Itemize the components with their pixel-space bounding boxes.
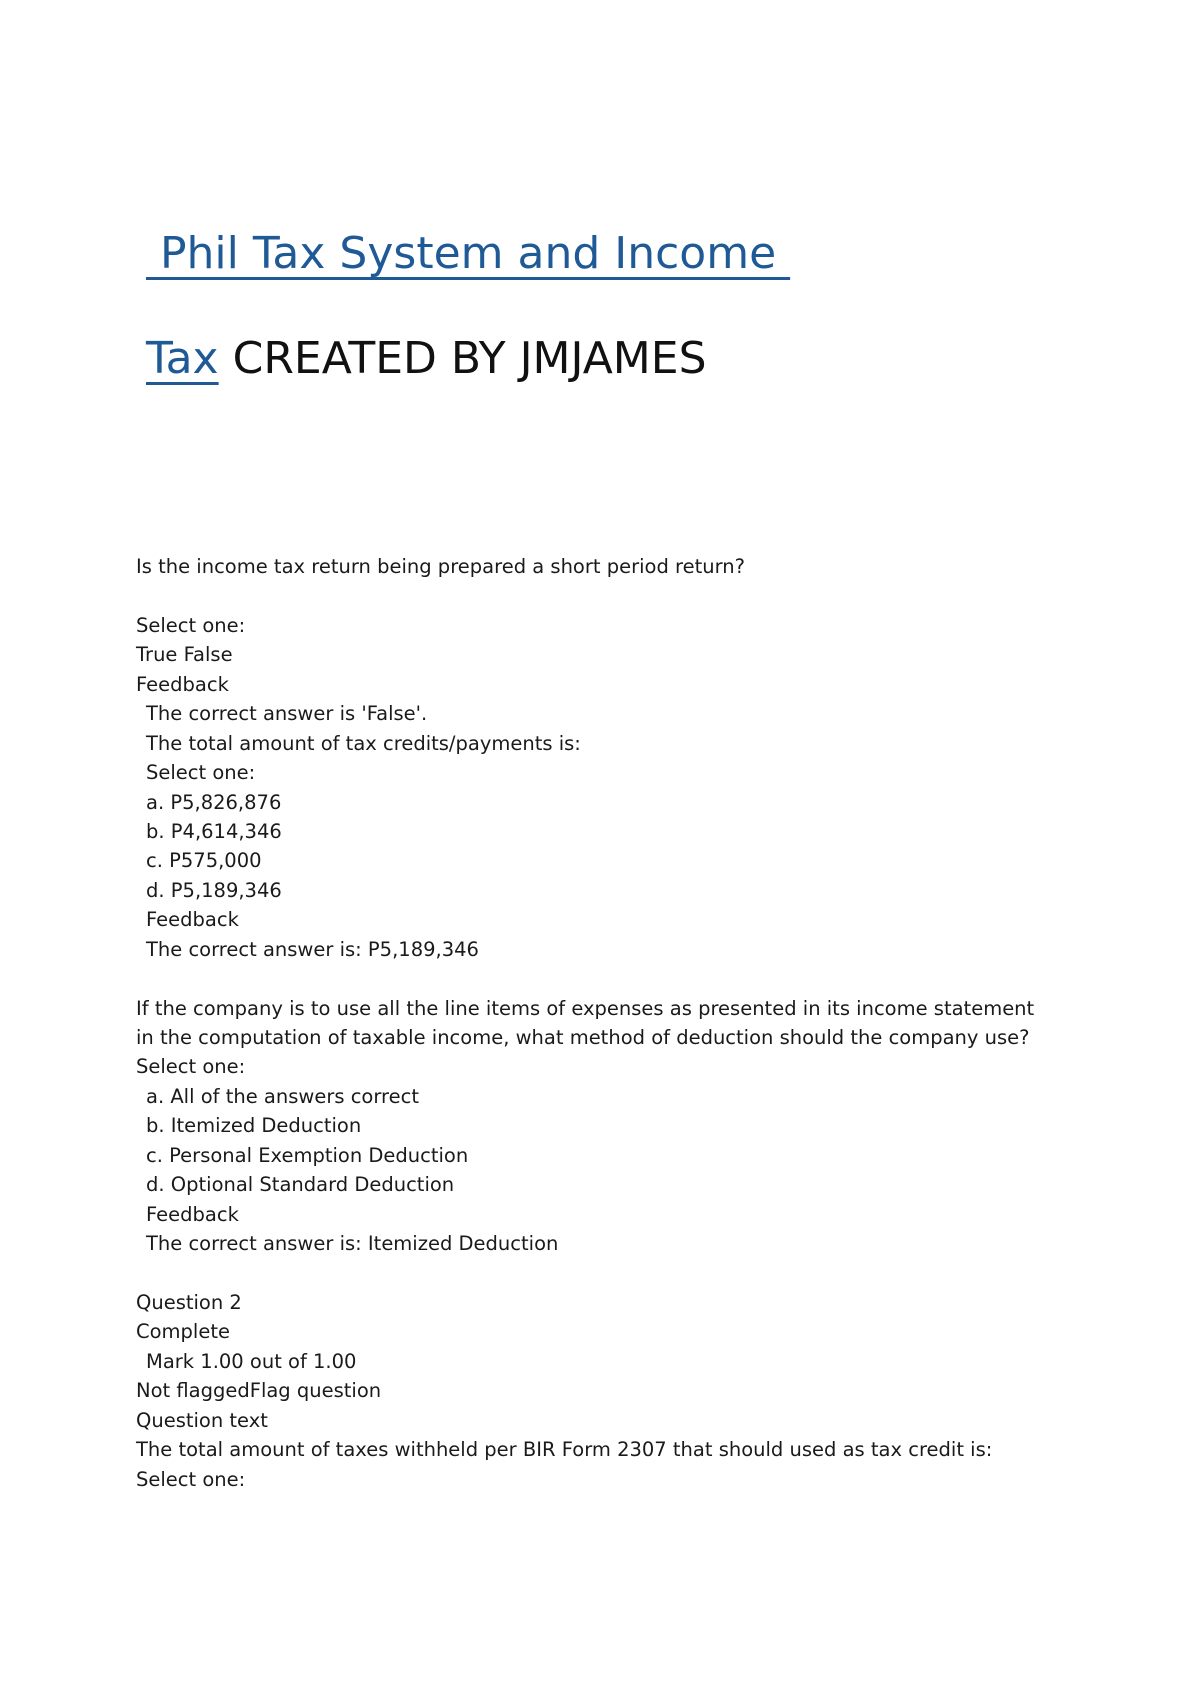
q2-select-label: Select one: — [146, 761, 256, 785]
q2-option-d: d. P5,189,346 — [146, 878, 282, 902]
title-link-tax[interactable]: Tax — [146, 333, 219, 384]
q3-option-c: c. Personal Exemption Deduction — [146, 1143, 469, 1167]
document-title-line-1 — [146, 228, 791, 279]
q3-option-b: b. Itemized Deduction — [146, 1114, 362, 1138]
document-body — [136, 552, 1086, 1494]
q2-option-b: b. P4,614,346 — [146, 819, 282, 843]
q3-option-d: d. Optional Standard Deduction — [146, 1173, 455, 1197]
q2-correct-answer: The correct answer is: P5,189,346 — [146, 937, 479, 961]
q1-question: Is the income tax return being prepared a short period return? — [136, 555, 746, 578]
q3-feedback-label: Feedback — [146, 1202, 239, 1226]
q4-select-label: Select one: — [136, 1467, 246, 1491]
q4-flag: Not flaggedFlag question — [136, 1379, 382, 1403]
spacer — [136, 581, 1086, 610]
q1-feedback-label: Feedback — [136, 672, 229, 696]
q4-mark: Mark 1.00 out of 1.00 — [146, 1349, 357, 1373]
q4-question: The total amount of taxes withheld per BIR Form 2307 that should used as tax credit is: — [136, 1438, 993, 1462]
q2-question: The total amount of tax credits/payments is: — [146, 731, 581, 755]
q3-correct-answer: The correct answer is: Itemized Deduction — [146, 1232, 559, 1256]
q2-option-a: a. P5,826,876 — [146, 790, 282, 814]
title-link[interactable]: Phil Tax System and Income — [146, 228, 791, 279]
document-title-line-2 — [146, 333, 707, 384]
q3-select-label: Select one: — [136, 1055, 246, 1079]
q2-feedback-label: Feedback — [146, 908, 239, 932]
q1-select-label: Select one: — [136, 613, 246, 637]
q4-status: Complete — [136, 1320, 230, 1344]
q3-question-line-2: in the computation of taxable income, what method of deduction should the company use? — [136, 1026, 1030, 1049]
q3-option-a: a. All of the answers correct — [146, 1084, 419, 1108]
q4-number: Question 2 — [136, 1290, 242, 1314]
spacer — [136, 1259, 1086, 1288]
q2-option-c: c. P575,000 — [146, 849, 262, 873]
title-author: CREATED BY JMJAMES — [218, 333, 707, 384]
q1-options: True False — [136, 643, 233, 667]
q4-text-label: Question text — [136, 1408, 268, 1432]
q3-question-line-1: If the company is to use all the line items of expenses as presented in its income statement — [136, 996, 1035, 1020]
spacer — [136, 964, 1086, 993]
q1-correct-answer: The correct answer is 'False'. — [146, 702, 428, 726]
